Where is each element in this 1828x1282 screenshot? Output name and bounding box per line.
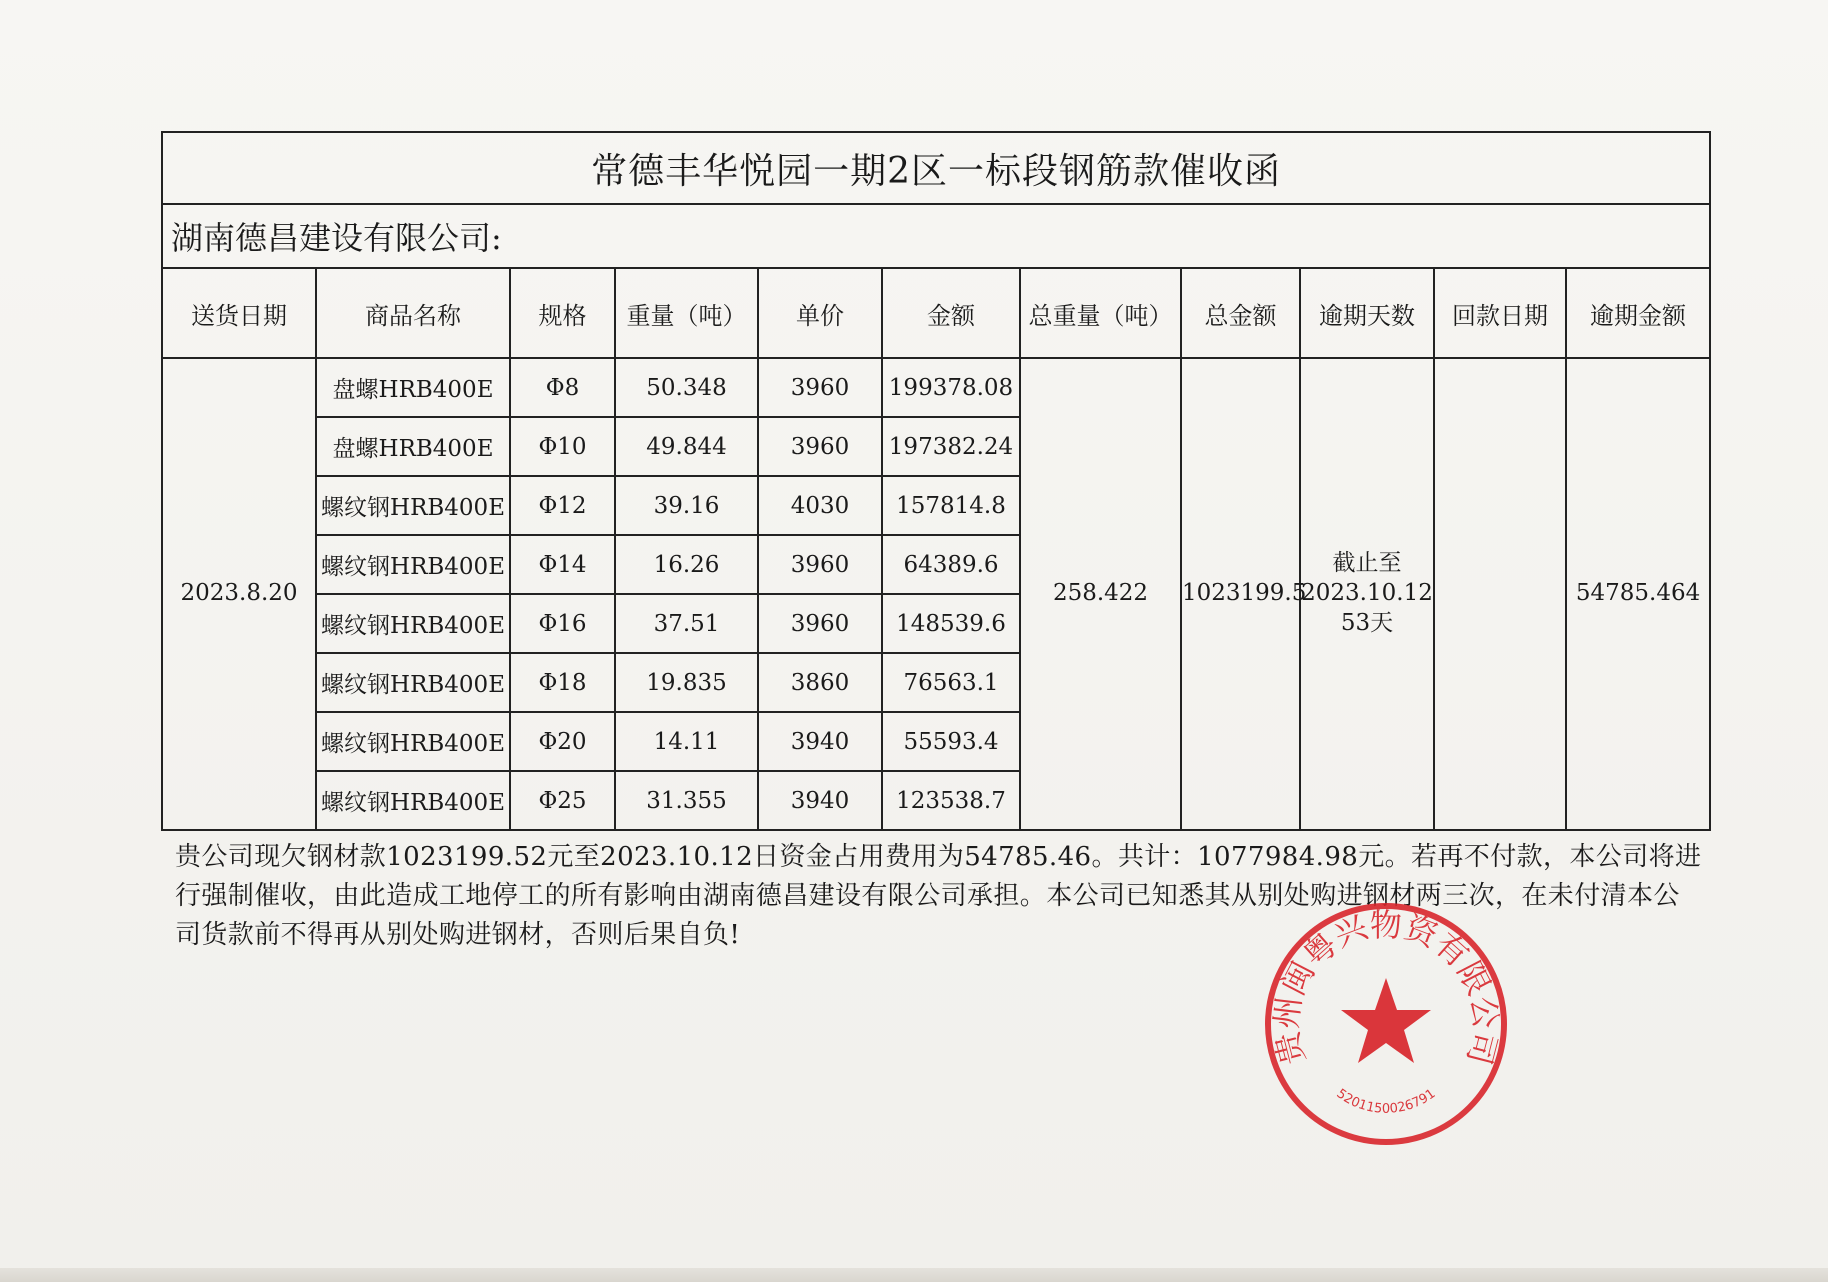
weight-cell: 14.11 (615, 712, 758, 771)
product-name-cell: 螺纹钢HRB400E (316, 712, 510, 771)
price-cell: 4030 (758, 476, 882, 535)
product-name-cell: 螺纹钢HRB400E (316, 476, 510, 535)
weight-cell: 50.348 (615, 358, 758, 417)
overdue-days-cell (1300, 358, 1434, 830)
overdue-days-line1: 截止至 (1332, 550, 1402, 577)
amount-cell: 197382.24 (882, 417, 1020, 476)
product-name-cell: 盘螺HRB400E (316, 417, 510, 476)
overdue-days-line3: 53天 (1340, 609, 1394, 636)
price-cell: 3940 (758, 771, 882, 830)
amount-cell: 199378.08 (882, 358, 1020, 417)
scan-bottom-edge (0, 1268, 1828, 1282)
amount-cell: 123538.7 (882, 771, 1020, 830)
payment-date-cell (1434, 358, 1566, 830)
header-spec: 规格 (510, 268, 615, 358)
header-overdue-days: 逾期天数 (1300, 268, 1434, 358)
product-name-cell: 盘螺HRB400E (316, 358, 510, 417)
header-delivery-date: 送货日期 (162, 268, 316, 358)
seal-company-text: 贵州闽粤兴物资有限公司 (1266, 905, 1506, 1069)
spec-cell: Φ12 (510, 476, 615, 535)
addressee: 湖南德昌建设有限公司: (162, 204, 1710, 268)
price-cell: 3960 (758, 358, 882, 417)
header-total-weight: 总重量（吨） (1020, 268, 1181, 358)
weight-cell: 16.26 (615, 535, 758, 594)
price-cell: 3960 (758, 417, 882, 476)
spec-cell: Φ16 (510, 594, 615, 653)
amount-cell: 55593.4 (882, 712, 1020, 771)
spec-cell: Φ10 (510, 417, 615, 476)
letter-body-text: 贵公司现欠钢材款1023199.52元至2023.10.12日资金占用费用为54785.46。共计：1077984.98元。若再不付款，本公司将进行强制催收，由此造成工地停工的所有影响由湖南德昌建设有限公司承担。本公司已知悉其从别处购进钢材两三次，在未付清本公司货款前不得再从别处购进钢材，否则后果自负! (175, 842, 1702, 950)
header-product-name: 商品名称 (316, 268, 510, 358)
overdue-amount-cell: 54785.464 (1566, 358, 1710, 830)
seal-number-text: 5201150026791 (1333, 1086, 1439, 1117)
spec-cell: Φ25 (510, 771, 615, 830)
header-total-amount: 总金额 (1181, 268, 1300, 358)
product-name-cell: 螺纹钢HRB400E (316, 535, 510, 594)
price-cell: 3960 (758, 535, 882, 594)
price-cell: 3960 (758, 594, 882, 653)
company-seal (1262, 900, 1510, 1148)
weight-cell: 19.835 (615, 653, 758, 712)
spec-cell: Φ8 (510, 358, 615, 417)
spec-cell: Φ14 (510, 535, 615, 594)
spec-cell: Φ20 (510, 712, 615, 771)
weight-cell: 39.16 (615, 476, 758, 535)
table-row (162, 358, 1710, 417)
weight-cell: 49.844 (615, 417, 758, 476)
product-name-cell: 螺纹钢HRB400E (316, 594, 510, 653)
dunning-letter-table (161, 131, 1711, 831)
header-payment-date: 回款日期 (1434, 268, 1566, 358)
header-amount: 金额 (882, 268, 1020, 358)
amount-cell: 76563.1 (882, 653, 1020, 712)
overdue-days-line2: 2023.10.12 (1301, 580, 1433, 607)
weight-cell: 37.51 (615, 594, 758, 653)
product-name-cell: 螺纹钢HRB400E (316, 771, 510, 830)
total-weight-cell: 258.422 (1020, 358, 1181, 830)
header-unit-price: 单价 (758, 268, 882, 358)
price-cell: 3860 (758, 653, 882, 712)
amount-cell: 148539.6 (882, 594, 1020, 653)
header-weight: 重量（吨） (615, 268, 758, 358)
header-overdue-amount: 逾期金额 (1566, 268, 1710, 358)
star-icon (1341, 978, 1431, 1063)
price-cell: 3940 (758, 712, 882, 771)
total-amount-cell: 1023199.5 (1181, 358, 1300, 830)
weight-cell: 31.355 (615, 771, 758, 830)
letter-title: 常德丰华悦园一期2区一标段钢筋款催收函 (162, 132, 1710, 204)
product-name-cell: 螺纹钢HRB400E (316, 653, 510, 712)
amount-cell: 157814.8 (882, 476, 1020, 535)
delivery-date-cell: 2023.8.20 (162, 358, 316, 830)
amount-cell: 64389.6 (882, 535, 1020, 594)
table-header-row (162, 268, 1710, 358)
spec-cell: Φ18 (510, 653, 615, 712)
